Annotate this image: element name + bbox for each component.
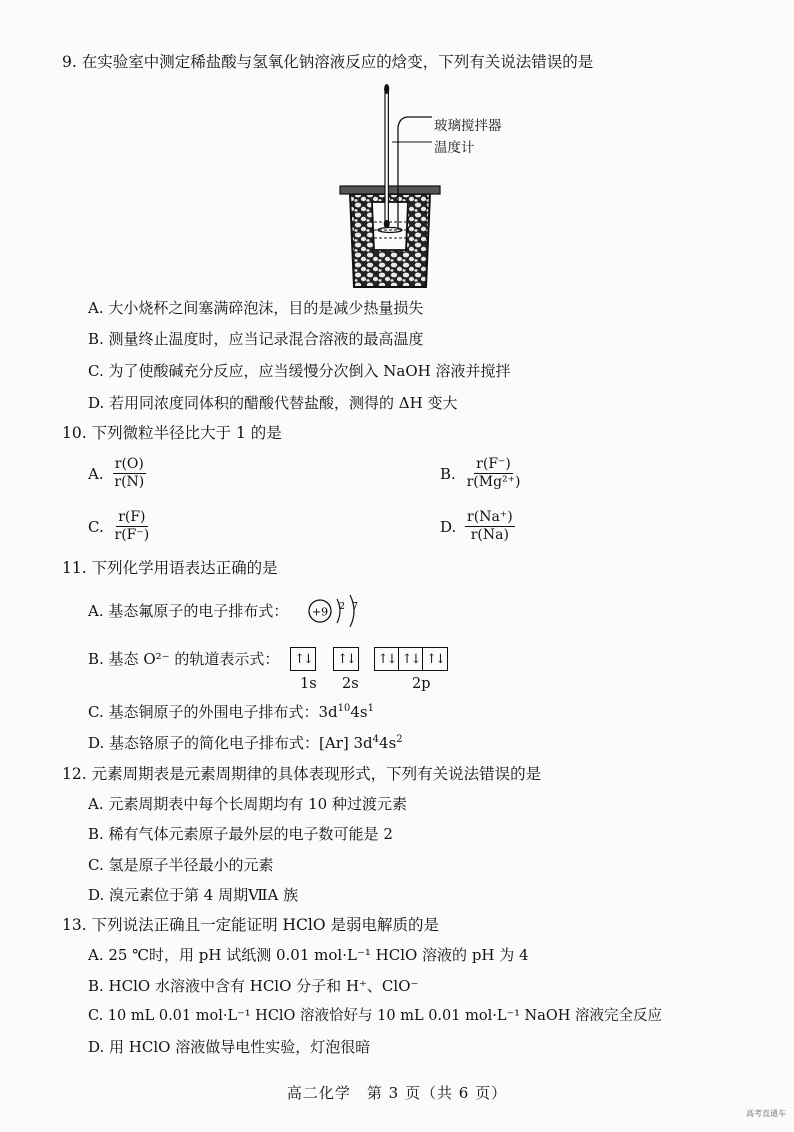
q13-option-b: B. HClO 水溶液中含有 HClO 分子和 H⁺、ClO⁻ — [88, 977, 419, 995]
q11-option-a: A. 基态氟原子的电子排布式： — [88, 602, 289, 620]
orbital-label-2p: 2p — [412, 676, 431, 692]
denominator: r(N) — [114, 474, 145, 490]
superscript: 10 — [337, 703, 351, 714]
shell-1-electrons: 2 — [339, 601, 346, 612]
q10-option-b — [440, 456, 523, 491]
denominator: r(F⁻) — [114, 527, 150, 543]
q12-option-d: D. 溴元素位于第 4 周期ⅦA 族 — [88, 886, 299, 904]
thermometer-label: 温度计 — [434, 140, 475, 156]
q13-option-d: D. 用 HClO 溶液做导电性实验，灯泡很暗 — [88, 1038, 371, 1056]
calorimeter-figure — [330, 82, 450, 292]
q10-option-d — [440, 509, 515, 544]
fluorine-atom-structure-diagram — [306, 592, 368, 630]
q10-stem: 10. 下列微粒半径比大于 1 的是 — [62, 424, 282, 442]
superscript: 4 — [372, 734, 380, 745]
denominator: r(Na) — [470, 527, 509, 543]
q12-option-b: B. 稀有气体元素原子最外层的电子数可能是 2 — [88, 825, 393, 843]
option-letter: C. — [88, 517, 104, 536]
option-letter: B. — [440, 464, 456, 483]
option-letter: D. — [440, 517, 457, 536]
orbital-cell: ↑↓ — [375, 648, 399, 670]
q9-stem: 9. 在实验室中测定稀盐酸与氢氧化钠溶液反应的焓变，下列有关说法错误的是 — [62, 53, 594, 71]
page-footer: 高二化学 第 3 页（共 6 页） — [286, 1084, 508, 1102]
q9-option-d: D. 若用同浓度同体积的醋酸代替盐酸，测得的 ΔH 变大 — [88, 394, 458, 412]
orbital-label-1s: 1s — [300, 676, 317, 692]
q12-stem: 12. 元素周期表是元素周期律的具体表现形式，下列有关说法错误的是 — [62, 765, 542, 783]
orbital-cell: ↑↓ — [337, 651, 355, 667]
option-text: D. 基态铬原子的简化电子排布式：[Ar] 3d — [88, 734, 373, 752]
q12-option-a: A. 元素周期表中每个长周期均有 10 种过渡元素 — [88, 795, 407, 813]
nucleus-charge: +9 — [311, 605, 329, 619]
q10-option-c — [88, 509, 151, 544]
q11-option-d — [88, 733, 403, 753]
stirrer-label: 玻璃搅拌器 — [434, 118, 502, 134]
orbital-label-2s: 2s — [342, 676, 359, 692]
fraction — [465, 509, 515, 544]
q11-option-b: B. 基态 O²⁻ 的轨道表示式： — [88, 650, 280, 668]
orbital-2p-box — [374, 647, 448, 671]
q11-stem: 11. 下列化学用语表达正确的是 — [62, 559, 278, 577]
numerator: r(F) — [118, 509, 146, 525]
option-text: 4s — [350, 703, 368, 721]
fraction — [112, 456, 146, 491]
orbital-cell: ↑↓ — [294, 651, 312, 667]
q10-option-a — [88, 456, 146, 491]
option-text: 4s — [379, 734, 397, 752]
q13-option-c: C. 10 mL 0.01 mol·L⁻¹ HClO 溶液恰好与 10 mL 0.01 mol·L⁻¹ NaOH 溶液完全反应 — [88, 1008, 662, 1024]
superscript: 1 — [367, 703, 374, 714]
watermark: 高考直通车 — [746, 1109, 786, 1118]
q9-option-c: C. 为了使酸碱充分反应，应当缓慢分次倒入 NaOH 溶液并搅拌 — [88, 362, 511, 380]
q13-option-a: A. 25 ℃时，用 pH 试纸测 0.01 mol·L⁻¹ HClO 溶液的 pH 为 4 — [88, 946, 529, 964]
numerator: r(Na⁺) — [467, 509, 513, 525]
numerator: r(F⁻) — [476, 456, 511, 472]
orbital-2s-box — [333, 647, 359, 671]
q9-option-b: B. 测量终止温度时，应当记录混合溶液的最高温度 — [88, 330, 424, 348]
fraction — [113, 509, 152, 544]
orbital-1s-box — [290, 647, 316, 671]
superscript: 2 — [396, 734, 403, 745]
q12-option-c: C. 氢是原子半径最小的元素 — [88, 856, 274, 874]
fraction — [465, 456, 523, 491]
option-letter: A. — [88, 464, 104, 483]
shell-2-electrons: 7 — [352, 601, 359, 612]
q11-option-c — [88, 702, 374, 722]
denominator: r(Mg²⁺) — [466, 474, 521, 490]
numerator: r(O) — [114, 456, 144, 472]
orbital-cell: ↑↓ — [426, 651, 444, 667]
option-text: C. 基态铜原子的外围电子排布式：3d — [88, 703, 338, 721]
orbital-cell: ↑↓ — [399, 648, 423, 670]
q9-option-a: A. 大小烧杯之间塞满碎泡沫，目的是减少热量损失 — [88, 299, 424, 317]
q13-stem: 13. 下列说法正确且一定能证明 HClO 是弱电解质的是 — [62, 916, 439, 934]
